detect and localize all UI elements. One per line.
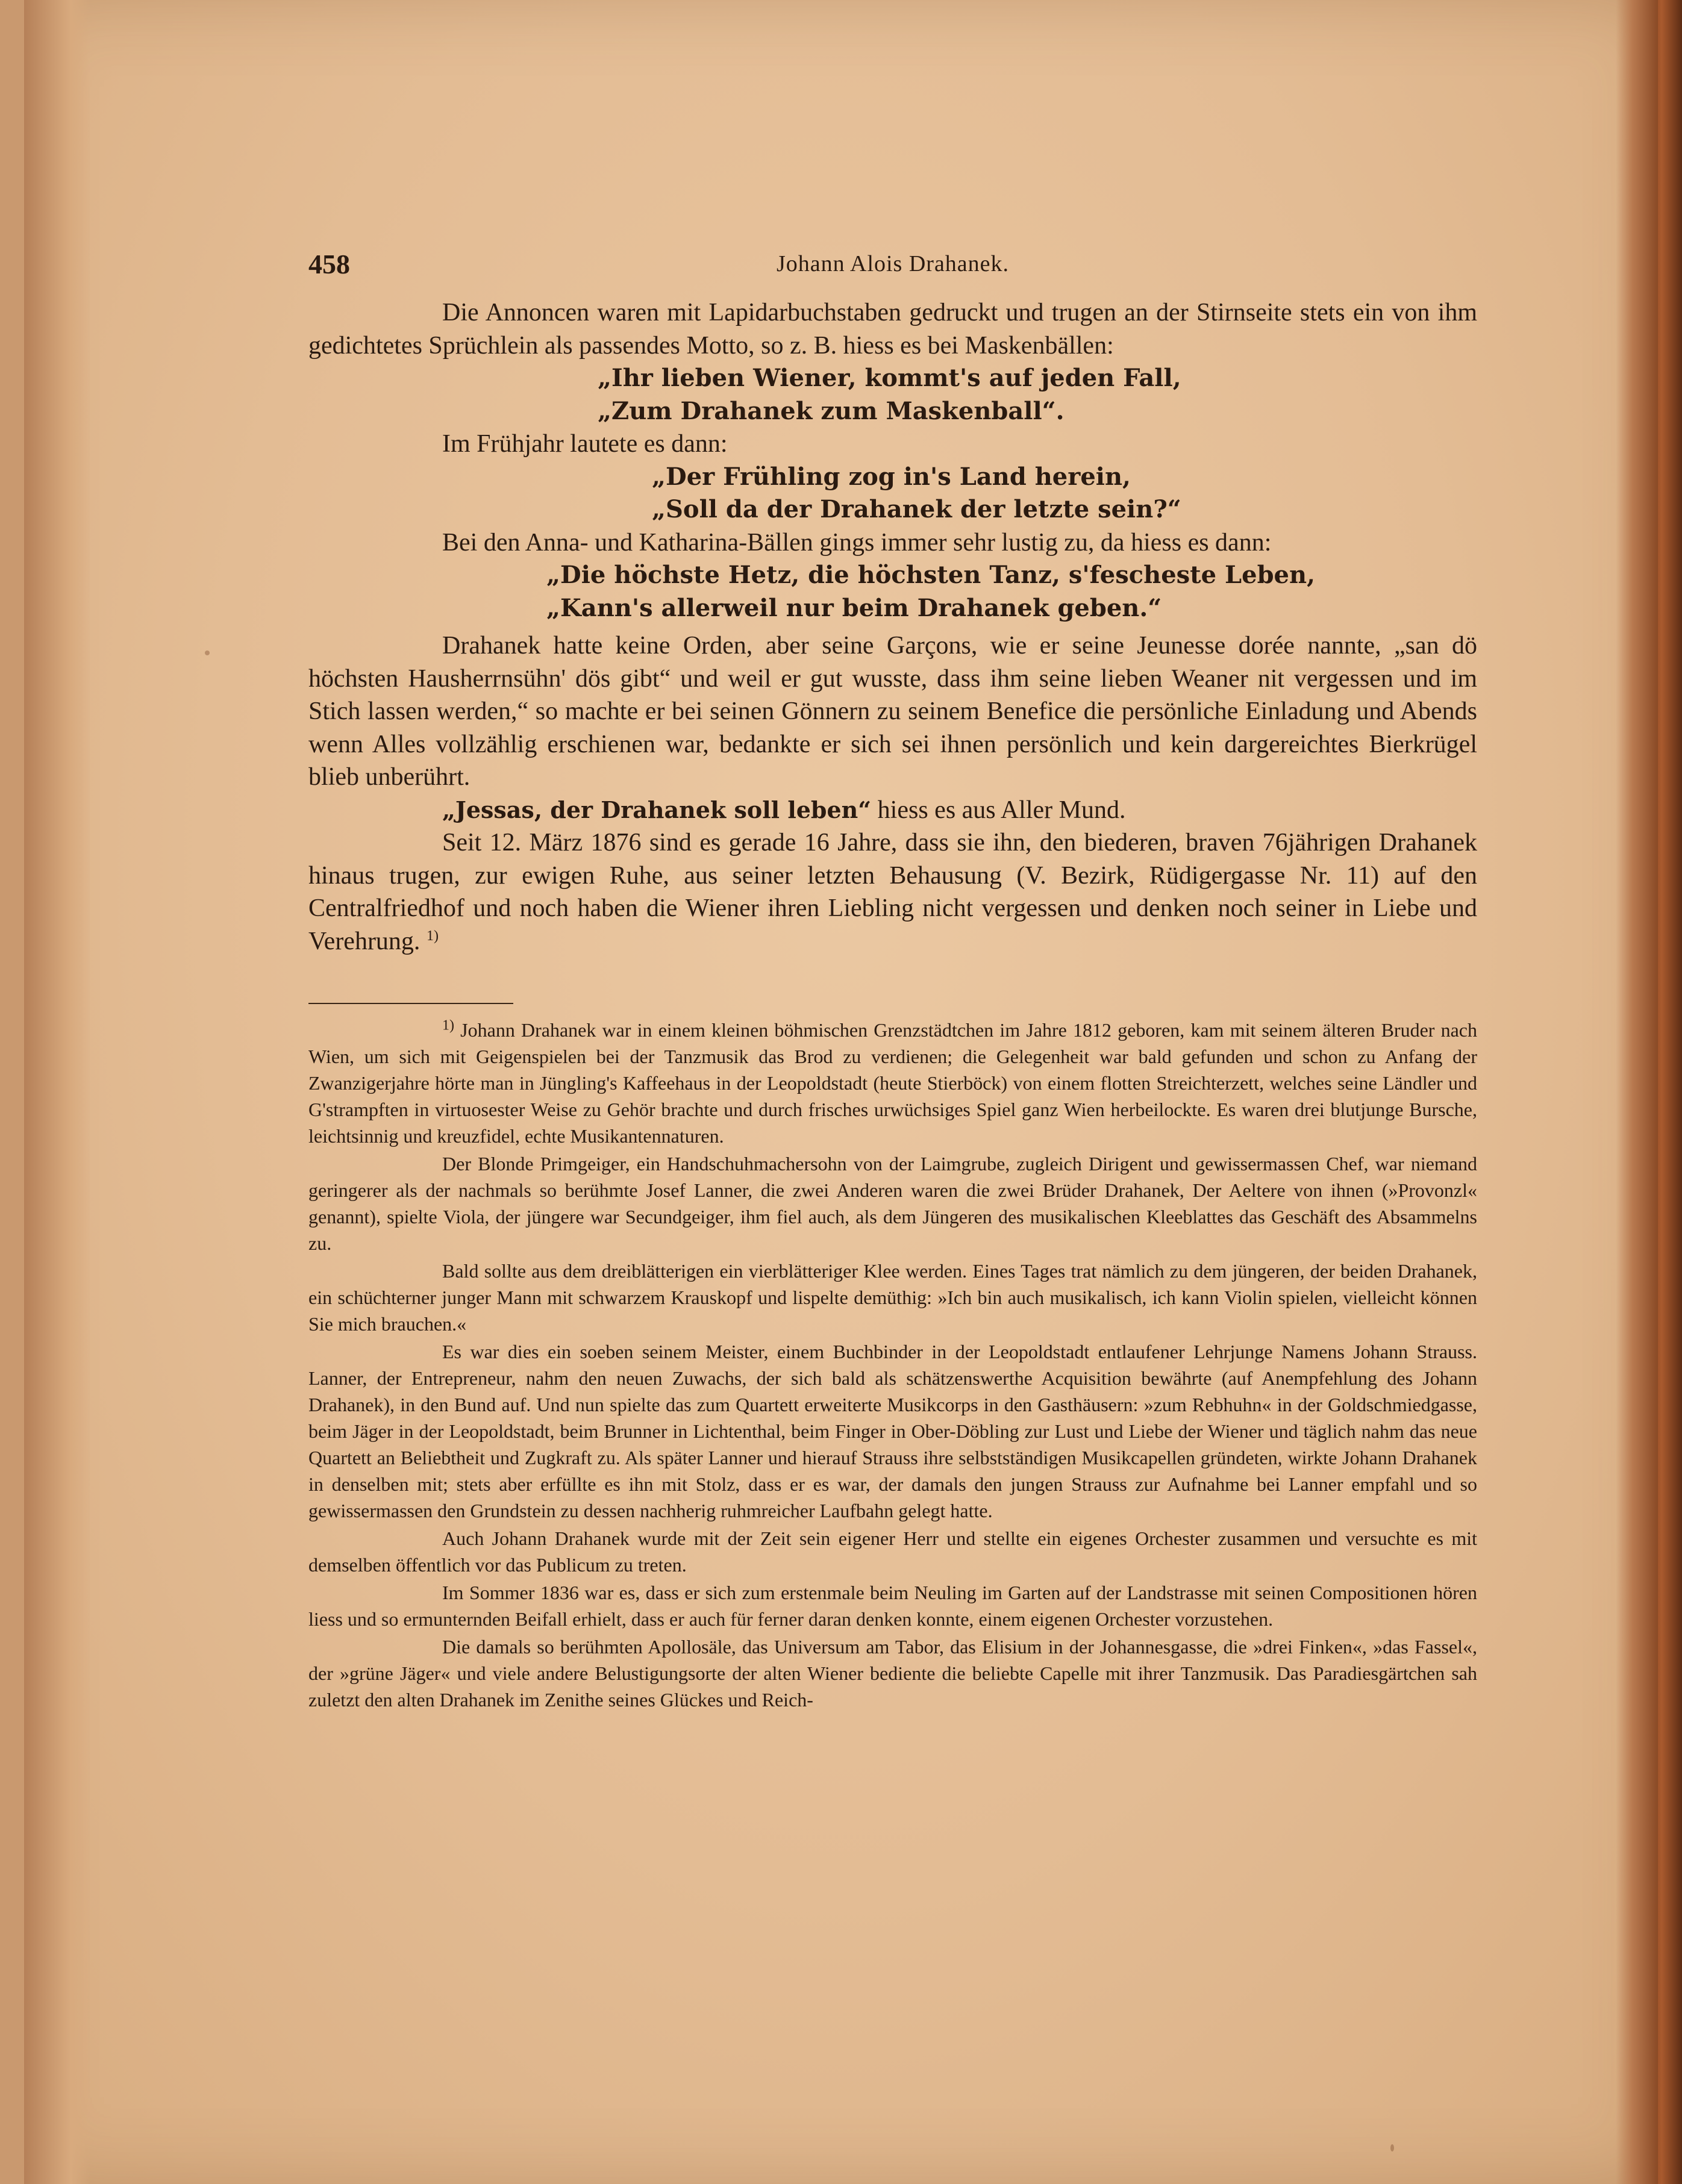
paragraph-fruehjahr: Im Frühjahr lautete es dann: [442, 430, 728, 458]
verse-maskenball-line-2: „Zum Drahanek zum Maskenball“. [598, 396, 1065, 425]
verse-fruehling-line-2: „Soll da der Drahanek der letzte sein?“ [652, 495, 1181, 523]
verse-maskenball-line-1: „Ihr lieben Wiener, kommt's auf jeden Fall, [598, 364, 1181, 392]
exclamation-jessas: „Jessas, der Drahanek soll leben“ [442, 796, 872, 823]
footnote-lanner: Der Blonde Primgeiger, ein Handschuhmachersohn von der Laimgrube, zugleich Dirigent und gewissermassen Chef, war niemand geringerer als der nachmals so berühmte Josef Lanner, die zwei Anderen waren die zwei Brüder Drahanek, Der Aeltere von ihnen (»Provonzl« genannt), spielte Viola, der jüngere war Secundgeiger, ihm fiel auch, als dem Jüngeren des musikalischen Kleeblattes das Geschäft des Absammelns zu. [308, 1153, 1477, 1254]
paper-stain [1390, 2144, 1394, 2151]
footnote-strauss: Es war dies ein soeben seinem Meister, einem Buchbinder in der Leopoldstadt entlaufener Lehrjunge Namens Johann Strauss. Lanner, der Entrepreneur, nahm den neuen Zuwachs, der sich bald als schätzenswerthe Acquisition bewährte (auf Anempfehlung des Johann Drahanek), in den Bund auf. Und nun spielte das zum Quartett erweiterte Musikcorps in den Gasthäusern: »zum Rebhuhn« in der Goldschmiedgasse, beim Jäger in der Leopoldstadt, beim Brunner in Lichtenthal, beim Finger in Ober-Döbling zur Lust und Liebe der Wiener und täglich nahm das neue Quartett an Beliebtheit und Zugkraft zu. Als später Lanner und hierauf Strauss ihre selbstständigen Musikcapellen gründeten, wirkte Johann Drahanek in denselben mit; stets aber erfüllte es ihn mit Stolz, dass er es war, der damals den jungen Strauss zur Aufnahme bei Lanner empfahl und so gewissermassen den Grundstein zu dessen nachherig ruhmreicher Laufbahn gelegt hatte. [308, 1341, 1477, 1521]
footnote-1-intro [308, 1017, 1477, 1149]
verse-hetz-line-2: „Kann's allerweil nur beim Drahanek geben.“ [546, 593, 1162, 622]
page-number: 458 [308, 249, 350, 279]
paper-stain [205, 651, 210, 655]
page-gutter-shadow [24, 0, 90, 2184]
paragraph-baellen: Bei den Anna- und Katharina-Bällen gings immer sehr lustig zu, da hiess es dann: [442, 528, 1272, 557]
footnote-orchester: Auch Johann Drahanek wurde mit der Zeit sein eigener Herr und stellte ein eigenes Orchester zusammen und versuchte es mit demselben öffentlich vor das Publicum zu treten. [308, 1527, 1477, 1576]
footnote-sommer-1836: Im Sommer 1836 war es, dass er sich zum erstenmale beim Neuling im Garten auf der Landstrasse mit seinen Compositionen hören liess und so ermunternden Beifall erhielt, dass er auch für ferner daran denken konnte, einem eigenen Orchester vorzustehen. [308, 1582, 1477, 1630]
footnote-reference: 1) [426, 928, 439, 944]
paragraph-jessas [308, 794, 1477, 827]
footnote-apollosaele: Die damals so berühmten Apollosäle, das Universum am Tabor, das Elisium in der Johannesgasse, die »drei Finken«, »das Fassel«, der »grüne Jäger« und viele andere Belustigungsorte der alten Wiener bediente die beliebte Capelle mit ihrer Tanzmusik. Das Paradiesgärtchen sah zuletzt den alten Drahanek im Zenithe seines Glückes und Reich- [308, 1636, 1477, 1711]
running-title: Johann Alois Drahanek. [776, 251, 1010, 276]
footnote-separator [308, 1003, 513, 1004]
paragraph-seit-1876 [308, 826, 1477, 958]
paragraph-annoncen: Die Annoncen waren mit Lapidarbuchstaben gedruckt und trugen an der Stirnseite stets ein von ihm gedichtetes Sprüchlein als passendes Motto, so z. B. hiess es bei Maskenbällen: [308, 299, 1477, 360]
paragraph-jessas-rest: hiess es aus Aller Mund. [871, 796, 1126, 824]
footnote-klee: Bald sollte aus dem dreiblätterigen ein vierblätteriger Klee werden. Eines Tages trat nämlich zu dem jüngeren, der beiden Drahanek, ein schüchterner junger Mann mit schwarzem Krauskopf und lispelte demüthig: »Ich bin auch musikalisch, ich kann Violin spielen, vielleicht können Sie mich brauchen.« [308, 1260, 1477, 1335]
verse-hetz-line-1: „Die höchste Hetz, die höchsten Tanz, s'fescheste Leben, [546, 561, 1316, 589]
paragraph-orden: Drahanek hatte keine Orden, aber seine Garçons, wie er seine Jeunesse dorée nannte, „san dö höchsten Hausherrnsühn' dös gibt“ und weil er gut wusste, dass ihm seine lieben Weaner nit vergessen und im Stich lassen werden,“ so machte er bei seinen Gönnern zu seinem Benefice die persönliche Einladung und Abends wenn Alles vollzählig erschienen war, bedankte er sich sei ihnen persönlich und kein dargereichtes Bierkrügel blieb unberührt. [308, 632, 1477, 791]
main-text [308, 296, 1477, 958]
footnote-1-text: Johann Drahanek war in einem kleinen böhmischen Grenzstädtchen im Jahre 1812 geboren, kam mit seinem älteren Bruder nach Wien, um sich mit Geigenspielen bei der Tanzmusik das Brod zu verdienen; die Gelegenheit war bald gefunden und schon zu Anfang der Zwanzigerjahre hörte man in Jüngling's Kaffeehaus in der Leopoldstadt (heute Stierböck) von einem flotten Streichterzett, welches seine Ländler und G'strampften in virtuosester Weise zu Gehör brachte und durch frisches urwüchsiges Spiel ganz Wien herbeilockte. Es waren drei blutjunge Bursche, leichtsinnig und kreuzfidel, echte Musikantennaturen. [308, 1019, 1478, 1147]
page-header [308, 248, 1477, 290]
verse-fruehling-line-1: „Der Frühling zog in's Land herein, [652, 462, 1131, 491]
footnote-marker: 1) [442, 1017, 454, 1034]
page-right-edge [1616, 0, 1658, 2184]
footnotes [308, 1017, 1477, 1714]
paragraph-seit-1876-text: Seit 12. März 1876 sind es gerade 16 Jahre, dass sie ihn, den biederen, braven 76jährigen Drahanek hinaus trugen, zur ewigen Ruhe, aus seiner letzten Behausung (V. Bezirk, Rüdigergasse Nr. 11) auf den Centralfriedhof und noch haben die Wiener ihren Liebling nicht vergessen und denken noch seiner in Liebe und Verehrung. [308, 829, 1477, 955]
